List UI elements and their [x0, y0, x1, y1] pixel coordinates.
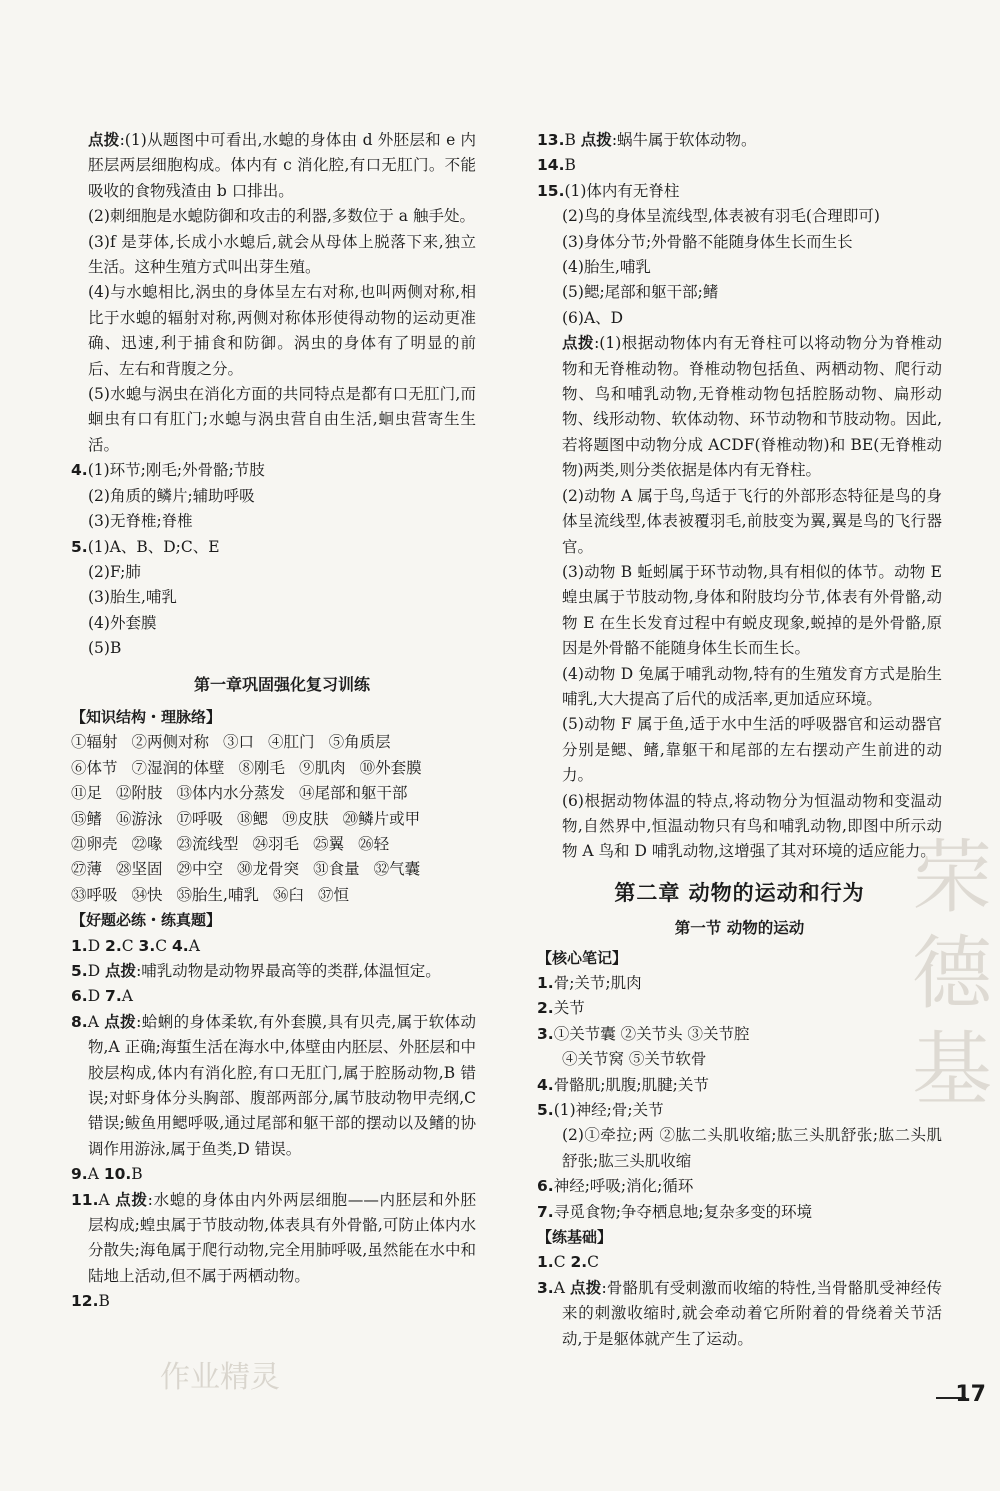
q3-line-4: (4)与水螅相比,涡虫的身体呈左右对称,也叫两侧对称,相比于水螅的辐射对称,两侧对称体形使得动物的运动更准确、迅速,利于捕食和防御。涡虫的身体有了明显的前后、左右和背腹之分。	[88, 283, 476, 378]
practice-answer: 11.A 点拨:水螅的身体由内外两层细胞——内胚层和外胚层构成;蝗虫属于节肢动物,体表具有外骨骼,可防止体内水分散失;海龟属于爬行动物,完全用肺呼吸,虽然能在水中和陆地上活动,但不属于两栖动物。	[71, 1190, 476, 1285]
knowledge-row: ⑮鳍 ⑯游泳 ⑰呼吸 ⑱鳃 ⑲皮肤 ⑳鳞片或甲	[71, 809, 421, 828]
section-title: 第一节 动物的运动	[674, 919, 805, 938]
q3-line-3: (3)f 是芽体,长成小水螅后,就会从母体上脱落下来,独立生活。这种生殖方式叫出芽生殖。	[88, 232, 476, 277]
knowledge-row: ㉗薄 ㉘坚固 ㉙中空 ㉚龙骨突 ㉛食量 ㉜气囊	[71, 860, 421, 879]
knowledge-row: ㉑卵壳 ㉒喙 ㉓流线型 ㉔羽毛 ㉕翼 ㉖轻	[71, 834, 390, 853]
q4-answers: 4.(1)环节;刚毛;外骨骼;节肢 (2)角质的鳞片;辅助呼吸 (3)无脊椎;脊椎	[71, 461, 265, 531]
basic-practice-header: 【练基础】	[537, 1228, 613, 1247]
section-title: 第一章巩固强化复习训练	[193, 674, 370, 694]
knowledge-header: 【知识结构・理脉络】	[71, 707, 222, 726]
chapter-title: 第二章 动物的运动和行为	[614, 880, 865, 905]
core-notes: 1.骨;关节;肌肉 2.关节 3.①关节囊 ②关节头 ③关节腔 ④关节窝 ⑤关节软骨 4.骨骼肌;肌腹;肌腱;关节 5.(1)神经;骨;关节 (2)①牵拉;两 ②肱二头肌收缩;肱三头肌舒张;肱二头肌舒张;肱三头肌收缩 6.神经;呼吸;消化;循环 7.寻觅食物;争夺栖息地;复杂多变的环境	[537, 974, 942, 1221]
practice-answer: 12.B	[71, 1292, 110, 1311]
right-column	[537, 128, 942, 1352]
practice-answer: 1.D 2.C 3.C 4.A	[71, 936, 200, 955]
practice-answer: 8.A 点拨:蛤蜊的身体柔软,有外套膜,具有贝壳,属于软体动物,A 正确;海蜇生活在海水中,体壁由内胚层、外胚层和中胶层构成,体内有消化腔,有口无肛门,属于腔肠动物,B 错误;对虾身体分头胸部、腹部两部分,属节肢动物甲壳纲,C 错误;鲅鱼用鳃呼吸,通过尾部和躯干部的摆动以及鳍的协调作用游泳,属于鱼类,D 错误。	[71, 1012, 476, 1158]
practice-answer: 6.D 7.A	[71, 987, 133, 1006]
q5-answers: 5.(1)A、B、D;C、E (2)F;肺 (3)胎生,哺乳 (4)外套膜 (5)B	[71, 537, 220, 658]
knowledge-row: ⑪足 ⑫附肢 ⑬体内水分蒸发 ⑭尾部和躯干部	[71, 784, 408, 803]
q15-answers: 15.(1)体内有无脊柱 (2)鸟的身体呈流线型,体表被有羽毛(合理即可) (3)身体分节;外骨骼不能随身体生长而生长 (4)胎生,哺乳 (5)鳃;尾部和躯干部;鳍 (6)A、D 点拨:(1)根据动物体内有无脊柱可以将动物分为脊椎动物和无脊椎动物。脊椎动物包括鱼、两栖动物、爬行动物、鸟和哺乳动物,无脊椎动物包括腔肠动物、扁形动物、线形动物、软体动物、环节动物和节肢动物。因此,若将题图中动物分成 ACDF(脊椎动物)和 BE(无脊椎动物)两类,则分类依据是体内有无脊柱。 (2)动物 A 属于鸟,鸟适于飞行的外部形态特征是鸟的身体呈流线型,体表被覆羽毛,前肢变为翼,翼是鸟的飞行器官。 (3)动物 B 蚯蚓属于环节动物,具有相似的体节。动物 E 蝗虫属于节肢动物,身体和附肢均分节,体表有外骨骼,动物 E 在生长发育过程中有蜕皮现象,蜕掉的是外骨骼,原因是外骨骼不能随身体生长而生长。 (4)动物 D 兔属于哺乳动物,特有的生殖发育方式是胎生哺乳,大大提高了后代的成活率,更加适应环境。 (5)动物 F 属于鱼,适于水中生活的呼吸器官和运动器官分别是鳃、鳍,靠躯干和尾部的左右摆动产生前进的动力。 (6)根据动物体温的特点,将动物分为恒温动物和变温动物,自然界中,恒温动物只有鸟和哺乳动物,即图中所示动物 A 鸟和 D 哺乳动物,这增强了其对环境的适应能力。	[537, 181, 942, 861]
practice-answer: 9.A 10.B	[71, 1165, 143, 1184]
practice-answer: 5.D 点拨:哺乳动物是动物界最高等的类群,体温恒定。	[71, 962, 441, 980]
watermark-stamp: 荣 德 基	[912, 831, 992, 1116]
knowledge-row: ①辐射 ②两侧对称 ③口 ④肛门 ⑤角质层	[71, 733, 391, 752]
knowledge-row: ㉝呼吸 ㉞快 ㉟胎生,哺乳 ㊱臼 ㊲恒	[71, 885, 349, 904]
q13-answer: 13.B 点拨:蜗牛属于软体动物。	[537, 131, 757, 149]
knowledge-structure	[71, 705, 476, 1315]
core-notes-header: 【核心笔记】	[537, 948, 628, 967]
knowledge-row: ⑥体节 ⑦湿润的体壁 ⑧刚毛 ⑨肌肉 ⑩外套膜	[71, 758, 422, 777]
basic-practice: 1.C 2.C 3.A 点拨:骨骼肌有受刺激而收缩的特性,当骨骼肌受神经传来的刺激收缩时,就会牵动着它所附着的骨绕着关节活动,于是躯体就产生了运动。	[537, 1253, 942, 1348]
practice-header: 【好题必练・练真题】	[71, 911, 222, 930]
q3-line-2: (2)刺细胞是水螅防御和攻击的利器,多数位于 a 触手处。	[88, 207, 475, 226]
page-number: 17	[955, 1382, 986, 1407]
q3-line-5: (5)水螅与涡虫在消化方面的共同特点是都有口无肛门,而蛔虫有口有肛门;水螅与涡虫营自由生活,蛔虫营寄生生活。	[88, 385, 476, 454]
q14-answer: 14.B	[537, 156, 576, 175]
handwritten-stamp: 作业精灵	[160, 1360, 280, 1395]
left-column	[71, 128, 476, 1315]
q3-explanation: 点拨:(1)从题图中可看出,水螅的身体由 d 外胚层和 e 内胚层两层细胞构成。体内有 c 消化腔,有口无肛门。不能吸收的食物残渣由 b 口排出。	[88, 131, 476, 200]
